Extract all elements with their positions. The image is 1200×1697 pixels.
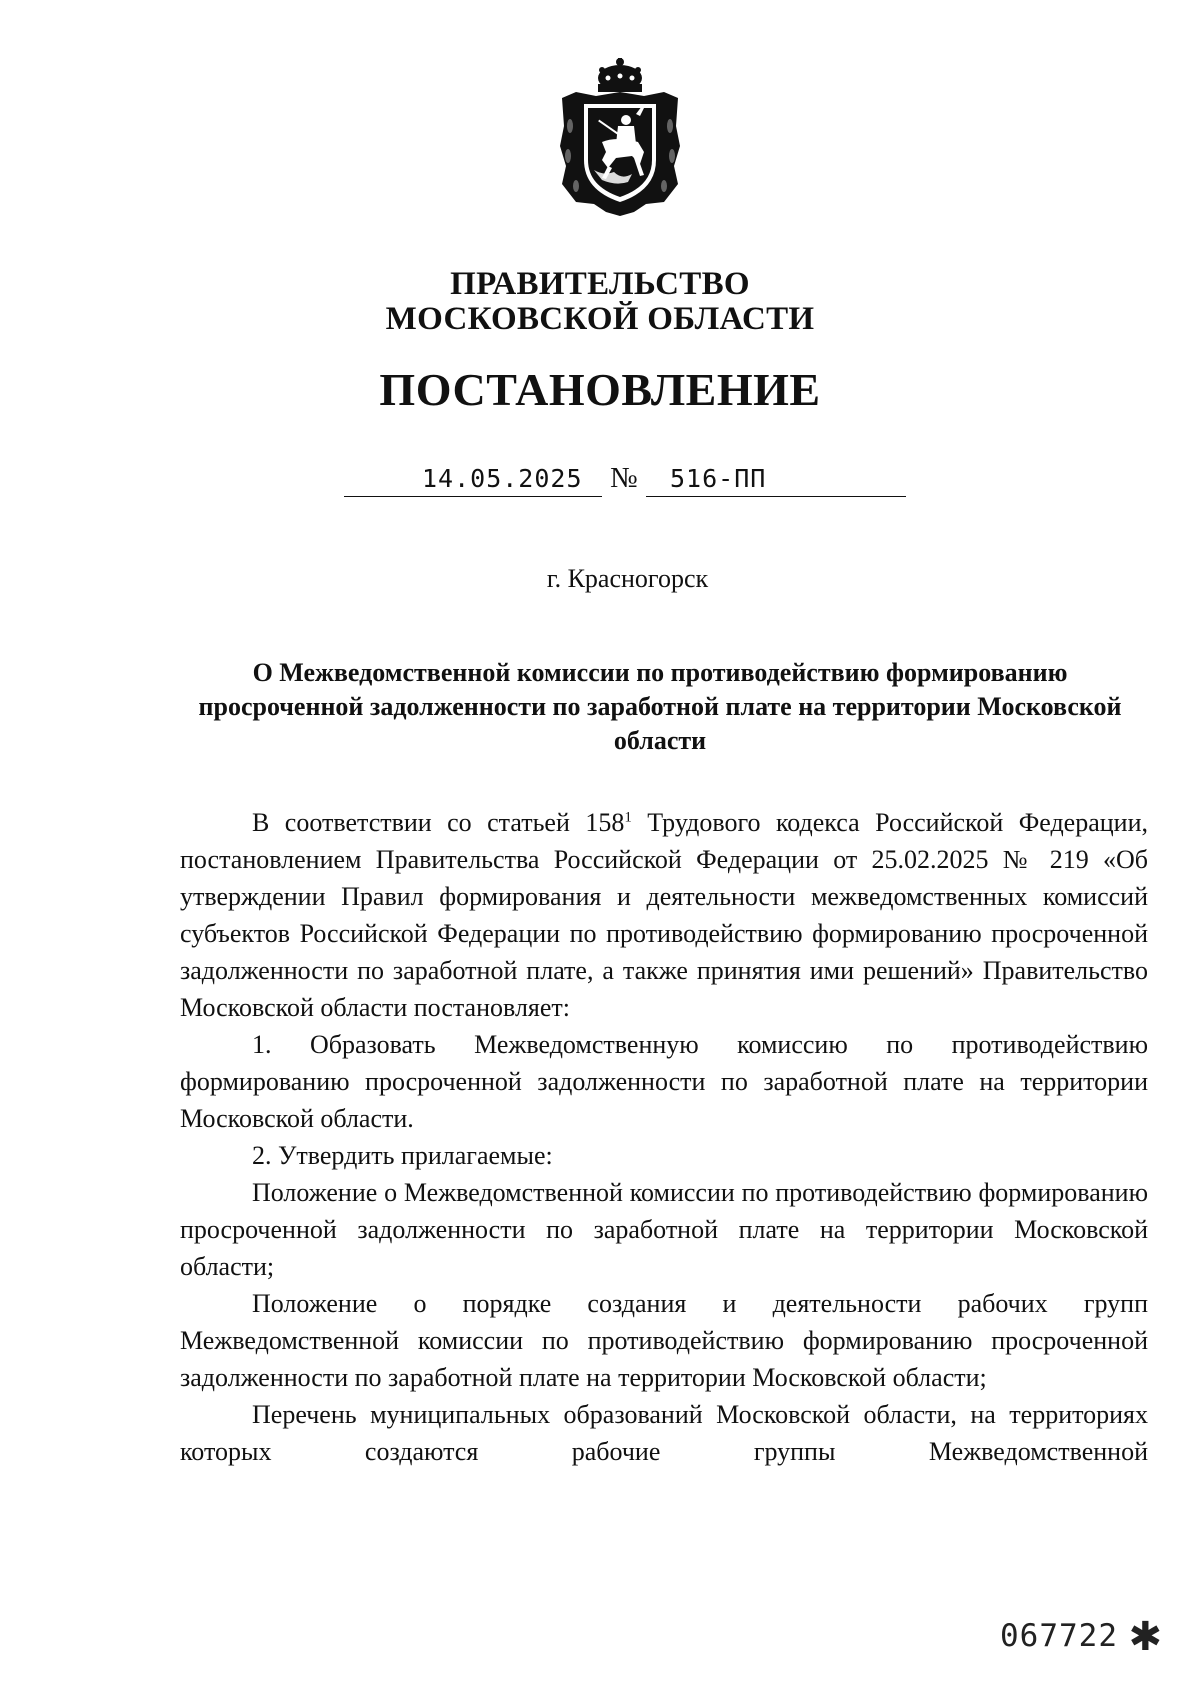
- page-serial-code: 067722: [1000, 1618, 1118, 1654]
- item-2c-paragraph: Перечень муниципальных образований Московской области, на территориях которых создаются рабочие группы Межведомственной: [180, 1400, 1148, 1466]
- date-underline: [344, 496, 602, 497]
- article-superscript: 1: [624, 809, 632, 826]
- document-number: 516-ПП: [670, 464, 767, 493]
- document-subject: О Межведомственной комиссии по противодействию формированию просроченной задолженности по заработной плате на территории Московской области: [198, 658, 1122, 755]
- item-2-paragraph: 2. Утвердить прилагаемые:: [252, 1141, 553, 1170]
- asterisk-mark: ✱: [1128, 1614, 1162, 1660]
- item-1-paragraph: 1. Образовать Межведомственную комиссию по противодействию формированию просроченной задолженности по заработной плате на территории Московской области.: [180, 1030, 1148, 1133]
- registration-line: [344, 462, 906, 502]
- coat-of-arms-emblem: [556, 56, 684, 218]
- government-title-line1: ПРАВИТЕЛЬСТВО: [450, 266, 750, 302]
- number-sign: №: [610, 462, 638, 494]
- document-type-heading: ПОСТАНОВЛЕНИЕ: [379, 364, 821, 415]
- preamble-rest: Трудового кодекса Российской Федерации, постановлением Правительства Российской Федерации от 25.02.2025 № 219 «Об утверждении Правил формирования и деятельности межведомственных комиссий субъектов Российской Федерации по противодействию формированию просроченной задолженности по заработной плате, а также принятия ими решений» Правительство Московской области постановляет:: [180, 808, 1148, 1022]
- emblem-icon: [556, 56, 684, 218]
- city-of-issue: г. Красногорск: [546, 564, 709, 593]
- number-underline: [646, 496, 906, 497]
- preamble-paragraph: [180, 804, 1148, 1026]
- preamble-start: В соответствии со статьей 158: [252, 808, 625, 837]
- document-date: 14.05.2025: [422, 464, 583, 493]
- document-body: [180, 804, 1148, 1470]
- item-2a-paragraph: Положение о Межведомственной комиссии по противодействию формированию просроченной задолженности по заработной плате на территории Московской области;: [180, 1178, 1148, 1281]
- government-title-line2: МОСКОВСКОЙ ОБЛАСТИ: [385, 301, 815, 337]
- item-2b-paragraph: Положение о порядке создания и деятельности рабочих групп Межведомственной комиссии по противодействию формированию просроченной задолженности по заработной плате на территории Московской области;: [180, 1289, 1148, 1392]
